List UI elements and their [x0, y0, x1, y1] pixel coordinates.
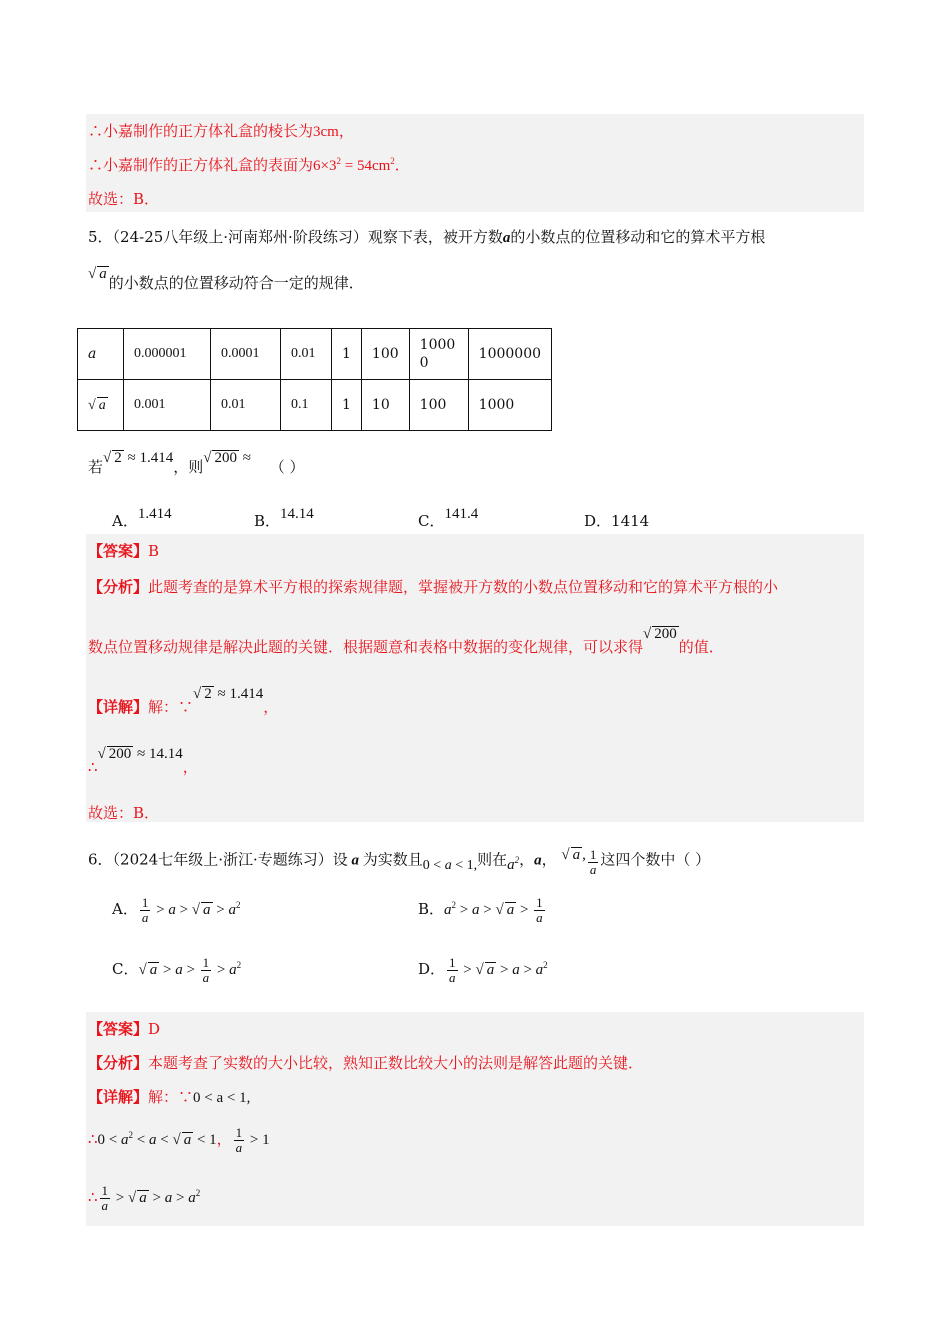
q5-option-d[interactable]: D．1414 — [584, 512, 650, 530]
prev-line-2: ∴小嘉制作的正方体礼盒的表面为$6\times 3^2 = 54cm^2$． — [88, 156, 410, 174]
q5-detail-1: 【详解】解：∵√ 2 ≈ 1.414， — [88, 686, 279, 716]
q6-option-c[interactable]: C．√ a > a > $\frac{1}{a}$ > $a^2$ — [112, 955, 242, 985]
q5-option-a[interactable]: A．1.414 — [112, 506, 172, 530]
q6-detail-2: ∴0 < $a^2 < a$ < √ a < 1， $\frac{1}{a}$ > 1 — [88, 1125, 270, 1155]
q5-stem-line-2: √ a 的小数点的位置移动符合一定的规律． — [88, 266, 364, 292]
q5-stem-question: 若√ 2 ≈ 1.414，则√ 200 ≈ （ ） — [88, 450, 305, 476]
table-row: √ a 0.001 0.01 0.1 1 10 100 1000 — [78, 380, 552, 431]
q5-answer: 【答案】B — [88, 542, 160, 560]
prev-line-3: 故选：B． — [88, 190, 160, 208]
q5-source: （24-25八年级上·河南郑州·阶段练习） — [112, 228, 368, 246]
q5-option-b[interactable]: B．14.14 — [254, 506, 314, 530]
q6-detail-1: 【详解】解：∵0 < a < 1, — [88, 1088, 251, 1106]
q5-stem-line-1: 5．（24-25八年级上·河南郑州·阶段练习）观察下表，被开方数a的小数点的位置移动和它的算术平方根 — [88, 228, 766, 246]
q5-number: 5． — [88, 228, 113, 246]
q5-analysis-2: 数点位置移动规律是解决此题的关键．根据题意和表格中数据的变化规律，可以求得√ 200的值． — [88, 626, 724, 656]
q6-answer-block — [86, 1012, 864, 1226]
q6-option-b[interactable]: B．$a^2 > a$ > √ a > $\frac{1}{a}$ — [418, 895, 543, 925]
q5-analysis-1: 【分析】此题考查的是算术平方根的探索规律题，掌握被开方数的小数点位置移动和它的算术平方根的小 — [88, 578, 779, 596]
q6-option-d[interactable]: D． $\frac{1}{a}$ > √ $a > a > a^2$ — [418, 955, 548, 985]
table-row: a 0.000001 0.0001 0.01 1 100 10000 1000000 — [78, 329, 552, 380]
q6-analysis: 【分析】本题考查了实数的大小比较，熟知正数比较大小的法则是解答此题的关键． — [88, 1054, 644, 1072]
q5-choose: 故选：B． — [88, 804, 160, 822]
q6-option-a[interactable]: A． $\frac{1}{a}$ > a > √ $a > a^2$ — [112, 895, 241, 925]
q6-answer: 【答案】D — [88, 1020, 161, 1038]
prev-line-1: ∴小嘉制作的正方体礼盒的棱长为3cm， — [88, 122, 354, 140]
q6-stem: 6．（2024七年级上·浙江·专题练习）设 a 为实数且0 < a < 1,则在$a^2$，a， √ a , $\frac{1}{a}$ 这四个数中（ ） — [88, 846, 711, 877]
sqrt-a: √ a — [88, 266, 107, 282]
q5-table — [77, 328, 552, 431]
q6-detail-3: ∴ $\frac{1}{a}$ > √ $a > a > a^2$ — [88, 1183, 201, 1213]
q5-detail-2: ∴√ 200 ≈ 14.14， — [88, 746, 198, 776]
q5-option-c[interactable]: C．141.4 — [418, 506, 479, 530]
